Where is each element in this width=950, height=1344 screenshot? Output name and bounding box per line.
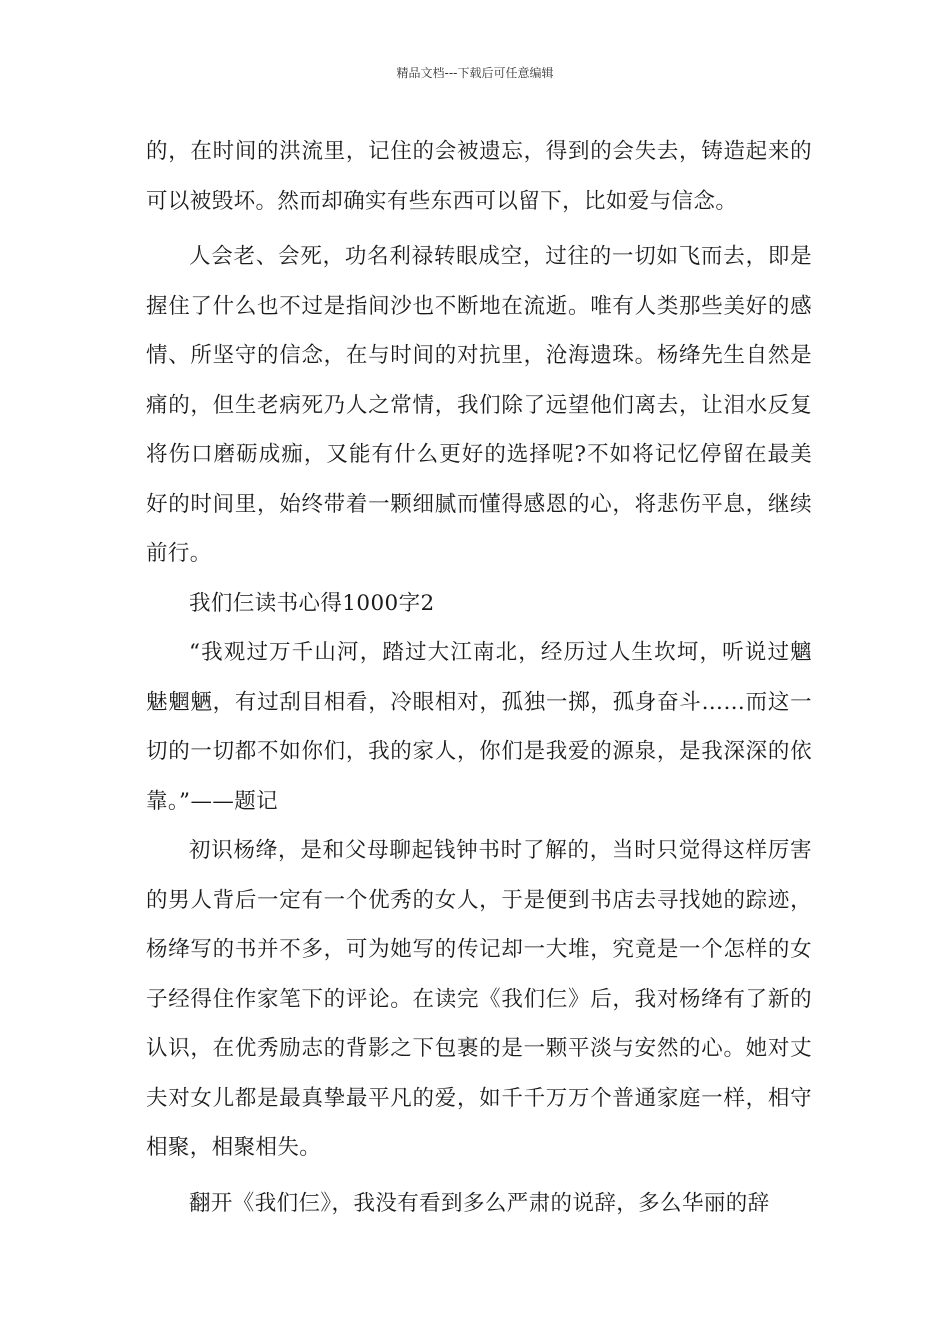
page-header: 精品文档---下载后可任意编辑 — [396, 66, 554, 80]
document-body — [146, 127, 812, 1228]
paragraph: 的，在时间的洪流里，记住的会被遗忘，得到的会失去，铸造起来的可以被毁坏。然而却确实有些东西可以留下，比如爱与信念。 — [146, 139, 812, 214]
paragraph: 初识杨绛，是和父母聊起钱钟书时了解的，当时只觉得这样厉害的男人背后一定有一个优秀的女人，于是便到书店去寻找她的踪迹，杨绛写的书并不多，可为她写的传记却一大堆，究竟是一个怎样的女子经得住作家笔下的评论。在读完《我们仨》后，我对杨绛有了新的认识，在优秀励志的背影之下包裹的是一颗平淡与安然的心。她对丈夫对女儿都是最真挚最平凡的爱，如千千万万个普通家庭一样，相守相聚，相聚相失。 — [146, 838, 812, 1160]
paragraph: 翻开《我们仨》，我没有看到多么严肃的说辞，多么华丽的辞 — [189, 1190, 770, 1216]
epigraph-paragraph: “我观过万千山河，踏过大江南北，经历过人生坎坷，听说过魑魅魍魉，有过刮目相看，冷眼相对，孤独一掷，孤身奋斗……而这一切的一切都不如你们，我的家人，你们是我爱的源泉，是我深深的依靠。”——题记 — [146, 640, 812, 814]
section-heading: 我们仨读书心得1000字2 — [189, 590, 435, 616]
paragraph: 人会老、会死，功名利禄转眼成空，过往的一切如飞而去，即是握住了什么也不过是指间沙也不断地在流逝。唯有人类那些美好的感情、所坚守的信念，在与时间的对抗里，沧海遗珠。杨绛先生自然是痛的，但生老病死乃人之常情，我们除了远望他们离去，让泪水反复将伤口磨砺成痂，又能有什么更好的选择呢?不如将记忆停留在最美好的时间里，始终带着一颗细腻而懂得感恩的心，将悲伤平息，继续前行。 — [146, 244, 812, 566]
